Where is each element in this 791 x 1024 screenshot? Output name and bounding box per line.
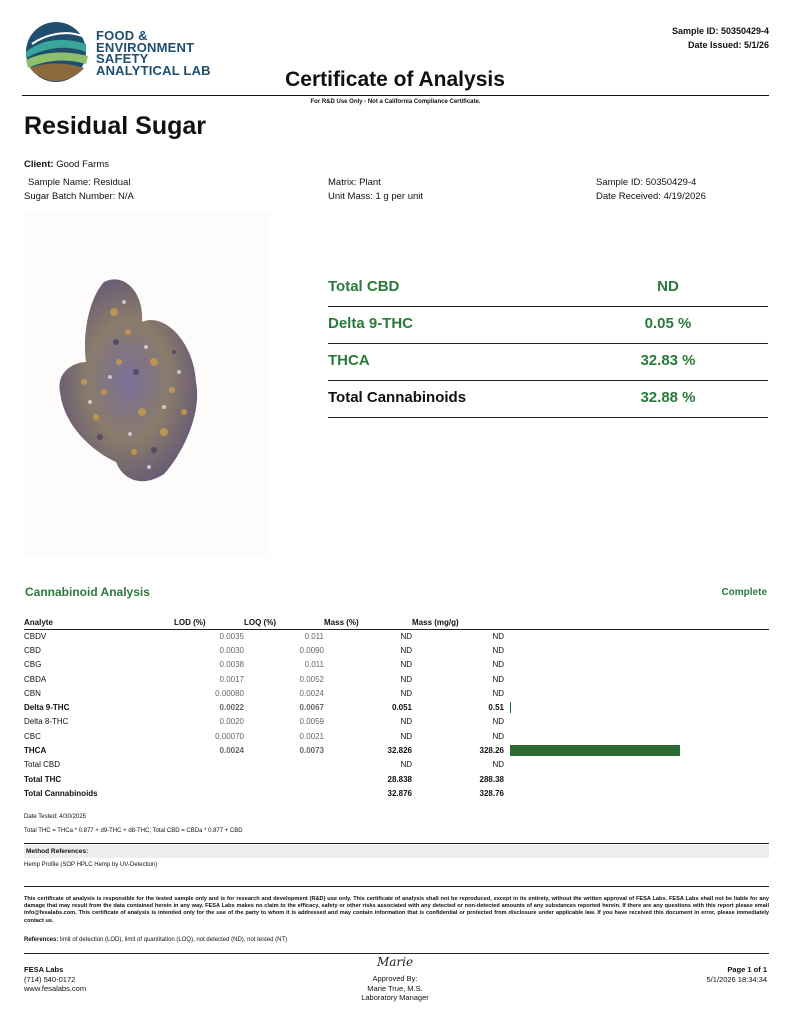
footer-website: www.fesalabs.com: [24, 984, 87, 993]
table-row: [24, 658, 769, 672]
approved-by: Approved By:: [372, 974, 418, 983]
cell-loq: 0.0052: [299, 674, 324, 684]
cell-bar: [504, 743, 769, 757]
cell-mass-pct: 0.051: [391, 703, 412, 713]
cell-mass-mg: ND: [492, 674, 504, 684]
cell-analyte: Total THC: [24, 774, 62, 784]
summary-label: THCA: [328, 352, 370, 369]
cell-lod: 0.0038: [219, 660, 244, 670]
cell-analyte: Delta 8-THC: [24, 717, 69, 727]
header-mass-mg: Mass (mg/g): [412, 617, 504, 629]
client-label: Client:: [24, 159, 54, 170]
client-value: Good Farms: [56, 159, 109, 170]
mass-bar: [510, 702, 511, 713]
disclaimer-text: This certificate of analysis is responsible for the tested sample only and is for research and development (R&D) use only. This certificate of analysis shall not be reproduced, except in its entirety, without the written approval of FESA Labs. FESA Labs shall not be liable for any damage that may result from the data contained herein in any way. FESA Labs makes no claim to the efficacy, safety or other risks associated with any detected or non-detected amounts of any substances reported herein. If there are any questions with this report please email info@fesalabs.com. This certificate of analysis is intended only for the use of the party to whom it is addressed and may contain information that is confidential or protected from disclosure under applicable law. If you have received this document in error, please immediately contact us.: [24, 896, 769, 924]
divider: [24, 886, 769, 887]
header-analyte: Analyte: [24, 617, 174, 629]
cell-bar: [504, 758, 769, 772]
table-row: [24, 743, 769, 757]
approver-name: Marie True, M.S.: [367, 983, 423, 993]
footer-page-info: [707, 965, 767, 984]
cell-loq: [244, 758, 324, 772]
document-title: Certificate of Analysis: [285, 68, 505, 91]
sample-name: Sample Name: Residual: [28, 177, 131, 188]
cell-mass-mg: 288.38: [479, 774, 504, 784]
cell-mass-mg: ND: [492, 631, 504, 641]
cell-loq: 0.0024: [299, 688, 324, 698]
client-line: [24, 158, 109, 172]
table-row: [24, 672, 769, 686]
cell-mass-mg: ND: [492, 717, 504, 727]
cell-loq: 0.0090: [299, 645, 324, 655]
cell-bar: [504, 643, 769, 657]
cell-analyte: Total Cannabinoids: [24, 788, 98, 798]
cell-mass-pct: 28.838: [387, 774, 412, 784]
cell-mass-pct: ND: [400, 717, 412, 727]
cell-lod: 0.0022: [219, 703, 244, 713]
cell-bar: [504, 715, 769, 729]
mass-bar: [510, 745, 680, 756]
status-badge: Complete: [721, 587, 767, 598]
header-mass-pct: Mass (%): [324, 617, 412, 629]
cell-mass-pct: ND: [400, 631, 412, 641]
method-references-value: Hemp Profile (SOP HPLC Hemp by UV-Detection): [24, 862, 158, 868]
header-loq: LOQ (%): [244, 617, 324, 629]
cell-mass-mg: ND: [492, 760, 504, 770]
sample-info-left: [24, 176, 134, 204]
unit-mass: Unit Mass: 1 g per unit: [328, 191, 424, 202]
header-sample-id: Sample ID: 50350429-4: [671, 26, 769, 36]
cell-mass-pct: ND: [400, 645, 412, 655]
cell-bar: [504, 786, 769, 800]
summary-label: Delta 9-THC: [328, 315, 414, 332]
summary-label: Total CBD: [328, 278, 400, 295]
cell-bar: [504, 729, 769, 743]
cell-mass-mg: 0.51: [488, 703, 504, 713]
header-lod: LOD (%): [174, 617, 244, 629]
cell-analyte: CBD: [24, 645, 41, 655]
total-formula: Total THC = THCa * 0.877 + d9-THC + d8-THC; Total CBD = CBDa * 0.877 + CBD: [24, 828, 243, 834]
batch-number: Sugar Batch Number: N/A: [24, 191, 134, 202]
cell-loq: 0.0021: [299, 731, 324, 741]
table-row: [24, 643, 769, 657]
cell-analyte: CBN: [24, 688, 41, 698]
table-row: [24, 715, 769, 729]
divider: [24, 953, 769, 954]
cell-lod: [174, 772, 244, 786]
signature: Marie: [376, 955, 414, 969]
matrix: Matrix: Plant: [328, 177, 381, 188]
footer-lab-name: FESA Labs: [24, 965, 64, 974]
references-value: limit of detection (LOD), limit of quantitation (LOQ), not detected (ND), not tested (NT): [60, 937, 288, 943]
lab-name-line: SAFETY: [96, 51, 149, 66]
footer-phone: (714) 540-0172: [24, 974, 76, 984]
header-sample-info: [672, 24, 769, 52]
cell-lod: 0.0030: [219, 645, 244, 655]
cell-analyte: CBDA: [24, 674, 47, 684]
cell-loq: 0.0059: [299, 717, 324, 727]
cell-loq: 0.011: [304, 660, 324, 670]
lab-name: [96, 30, 226, 76]
cell-loq: 0.0067: [299, 703, 324, 713]
summary-value: 0.05 %: [644, 315, 692, 332]
cell-bar: [504, 686, 769, 700]
cell-lod: 0.0024: [219, 746, 244, 756]
cell-analyte: Delta 9-THC: [24, 703, 70, 713]
table-row: [24, 786, 769, 800]
product-photo: [24, 212, 270, 558]
header-date-issued: Date Issued: 5/1/26: [687, 40, 769, 50]
method-references-label: Method References:: [24, 845, 769, 858]
cell-mass-pct: 32.826: [387, 746, 412, 756]
sample-id: Sample ID: 50350429-4: [596, 177, 697, 188]
header-divider: [22, 95, 769, 96]
cell-bar: [504, 672, 769, 686]
approval-block: [320, 955, 470, 1003]
cell-mass-mg: 328.26: [479, 746, 504, 756]
lab-name-line: ANALYTICAL LAB: [96, 62, 211, 78]
cell-lod: [174, 786, 244, 800]
cell-loq: 0.0073: [299, 746, 324, 756]
cell-bar: [504, 700, 769, 714]
cell-lod: 0.00080: [215, 688, 244, 698]
cell-lod: [174, 758, 244, 772]
cell-mass-mg: 328.76: [479, 788, 504, 798]
summary-row: [328, 307, 768, 344]
cell-mass-pct: ND: [400, 660, 412, 670]
cell-loq: 0.011: [304, 631, 324, 641]
lab-name-line: FOOD &: [96, 28, 148, 43]
cell-analyte: THCA: [24, 746, 47, 756]
references: [24, 937, 287, 943]
summary-value: 32.83 %: [640, 352, 696, 369]
section-title: Cannabinoid Analysis: [25, 585, 150, 599]
page-number: Page 1 of 1: [727, 965, 767, 974]
date-tested: Date Tested: 4/30/2025: [24, 814, 86, 820]
cell-mass-pct: ND: [400, 731, 412, 741]
summary-row: [328, 270, 768, 307]
cell-bar: [504, 629, 769, 643]
cell-mass-pct: ND: [400, 688, 412, 698]
table-row: [24, 772, 769, 786]
sample-info-right: [596, 176, 706, 204]
cell-lod: 0.0020: [219, 717, 244, 727]
cell-mass-mg: ND: [492, 731, 504, 741]
cell-analyte: Total CBD: [24, 760, 61, 770]
table-header-row: [24, 617, 769, 629]
cell-mass-pct: ND: [400, 760, 412, 770]
lab-logo: [22, 22, 92, 82]
references-label: References:: [24, 937, 59, 943]
cell-analyte: CBG: [24, 660, 42, 670]
summary-value: ND: [657, 278, 679, 295]
cell-lod: 0.0035: [219, 631, 244, 641]
table-row: [24, 729, 769, 743]
cell-bar: [504, 772, 769, 786]
divider: [24, 843, 769, 844]
summary-row-total: [328, 381, 768, 418]
date-received: Date Received: 4/19/2026: [596, 191, 706, 202]
cell-analyte: CBDV: [24, 631, 47, 641]
table-row: [24, 700, 769, 714]
footer-lab-info: [24, 965, 86, 994]
approver-title: Laboratory Manager: [361, 993, 429, 1002]
footer-timestamp: 5/1/2026 18:34:34: [706, 974, 767, 984]
page-title: Residual Sugar: [24, 112, 206, 140]
table-row: [24, 629, 769, 643]
cell-loq: [244, 786, 324, 800]
cell-lod: 0.0017: [219, 674, 244, 684]
cannabinoid-table: [24, 617, 769, 801]
cell-bar: [504, 658, 769, 672]
rd-use-note: For R&D Use Only - Not a California Compliance Certificate.: [310, 99, 481, 105]
sample-info-middle: [328, 176, 423, 204]
cell-analyte: CBC: [24, 731, 41, 741]
summary-row: [328, 344, 768, 381]
cell-lod: 0.00070: [215, 731, 244, 741]
cell-mass-mg: ND: [492, 645, 504, 655]
header-bar: [504, 617, 769, 629]
table-row: [24, 686, 769, 700]
cell-mass-mg: ND: [492, 688, 504, 698]
cell-mass-pct: ND: [400, 674, 412, 684]
table-row: [24, 758, 769, 772]
cell-loq: [244, 772, 324, 786]
summary-value: 32.88 %: [640, 389, 696, 406]
cell-mass-pct: 32.876: [387, 788, 412, 798]
lab-name-line: ENVIRONMENT: [96, 39, 195, 55]
cell-mass-mg: ND: [492, 660, 504, 670]
summary-label: Total Cannabinoids: [328, 389, 467, 406]
